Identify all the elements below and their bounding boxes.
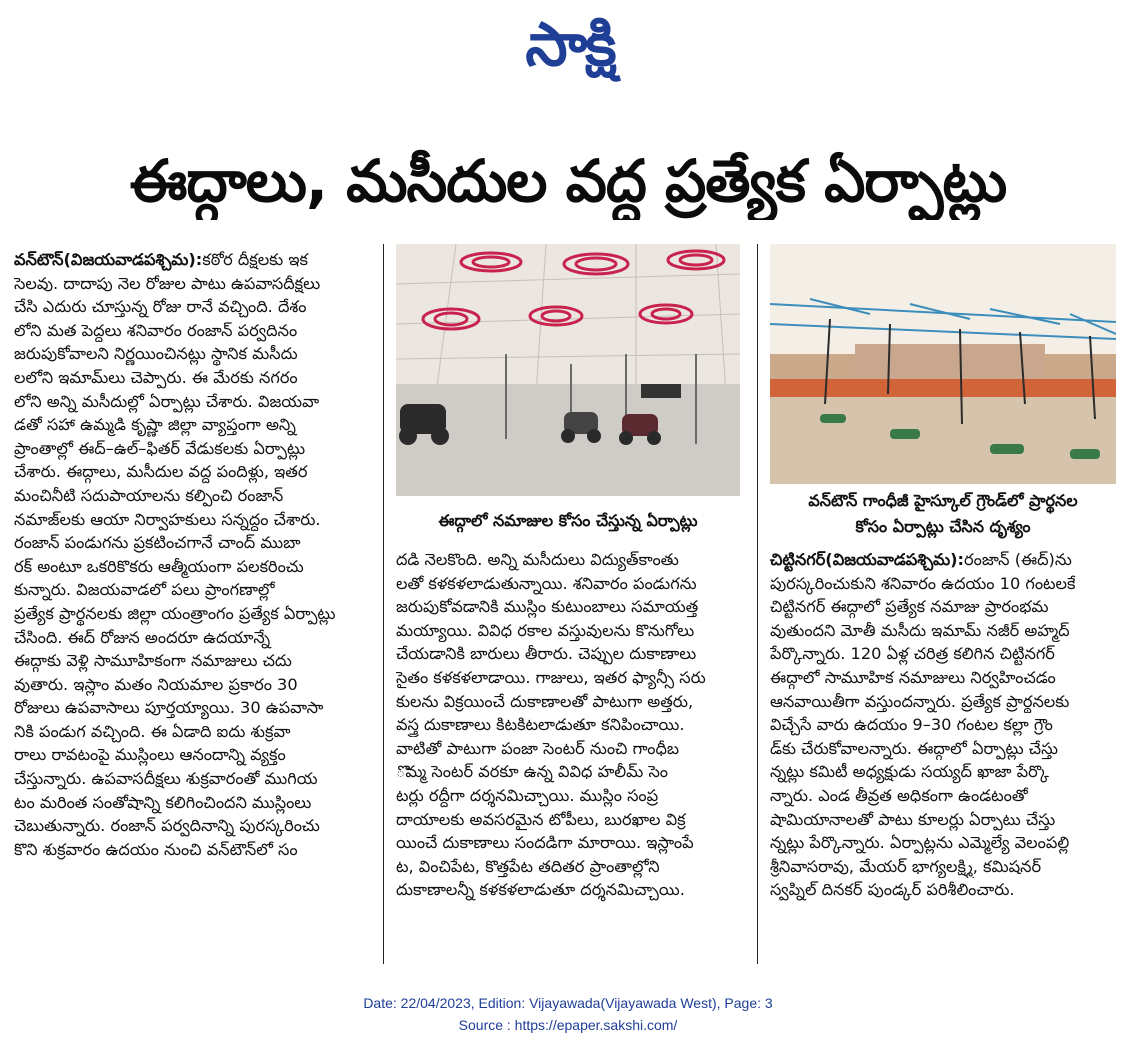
article-line: వాటితో పాటుగా పంజా సెంటర్ నుంచి గాంధీబ	[396, 738, 680, 758]
article-line: చేస్తున్నారు. ఉపవాసదీక్షలు శుక్రవారంతో ముగియ	[14, 769, 318, 789]
article-line: మంచినీటి సదుపాయాలను కల్పించి రంజాన్	[14, 485, 284, 505]
article-line: షామియానాలతో పాటు కూలర్లు ఏర్పాటు చేస్తు	[770, 809, 1056, 829]
article-line: స్వప్నిల్ దినకర్ పుండ్కర్ పరిశీలించారు.	[770, 880, 1015, 900]
article-line: ప్రత్యేక ప్రార్థనలకు జిల్లా యంత్రాంగం ప్రత్యేక ఏర్పాట్లు	[14, 603, 336, 623]
article-line: విచ్చేసే వారు ఉదయం 9–30 గంటల కల్లా గ్రౌం	[770, 715, 1053, 735]
article-line: యించే దుకాణాలు సందడిగా మారాయి. ఇస్లాంపే	[396, 833, 694, 853]
article-line: డతో సహా ఉమ్మడి కృష్ణా జిల్లా వ్యాప్తంగా అన్ని	[14, 415, 296, 435]
article-line: వుతారు. ఇస్లాం మతం నియమాల ప్రకారం 30	[14, 674, 298, 694]
masthead-logo: సాక్షి	[525, 10, 615, 80]
photo-caption-1: ఈద్గాలో నమాజుల కోసం చేస్తున్న ఏర్పాట్లు	[438, 511, 698, 530]
article-line: దుకాణాలన్నీ కళకళలాడుతూ దర్శనమిచ్చాయి.	[396, 880, 685, 900]
caption-line: వన్‌టౌన్ గాంధీజీ హైస్కూల్ గ్రౌండ్‌లో ప్రార్థనల	[808, 491, 1078, 510]
caption-line: కోసం ఏర్పాట్లు చేసిన దృశ్యం	[855, 517, 1031, 536]
ground-illustration	[770, 244, 1116, 484]
article-line: రాలు రావటంపై ముస్లింలు ఆనందాన్ని వ్యక్తం	[14, 745, 286, 765]
article-line: రంజాన్ పండుగను ప్రకటించగానే చాంద్ ముబా	[14, 533, 301, 553]
photo-caption-2	[770, 488, 1116, 540]
article-line: వస్త్ర దుకాణాలు కిటకిటలాడుతూ కనిపించాయి.	[396, 715, 685, 735]
photo-eidgah-tent	[396, 244, 740, 496]
article-line: దాయాలకు అవసరమైన టోపీలు, బురఖాల విక్ర	[396, 809, 686, 829]
article-line: టర్లు రద్దీగా దర్శనమిచ్చాయి. ముస్లిం సంప్ర	[396, 785, 659, 805]
article-line: కున్నారు. విజయవాడలో పలు ప్రాంగణాల్లో	[14, 580, 275, 600]
article-line: మయ్యాయి. వివిధ రకాల వస్తువులను కొనుగోలు	[396, 620, 695, 640]
dateline: వన్‌టౌన్‌(విజయవాడపశ్చిమ):	[14, 250, 203, 269]
article-line: లోని మత పెద్దలు శనివారం రంజాన్ పర్వదినం	[14, 320, 298, 340]
article-line: లలోని ఇమామ్‌లు చెప్పారు. ఈ మేరకు నగరం	[14, 367, 298, 387]
article-line: దడి నెలకొంది. అన్ని మసీదులు విద్యుత్‌కాంతు	[396, 550, 679, 569]
article-line: చిట్టినగర్ ఈద్గాలో ప్రత్యేక నమాజు ప్రారంభమ	[770, 597, 1049, 617]
article-line: కులను విక్రయించే దుకాణాలతో పాటుగా అత్తరు,	[396, 691, 694, 711]
article-line: లతో కళకళలాడుతున్నాయి. శనివారం పండుగను	[396, 573, 697, 593]
article-line: కఠోర దీక్షలకు ఇక	[202, 250, 308, 269]
article-line: చేశారు. ఈద్గాలు, మసీదుల వద్ద పందిళ్లు, ఇతర	[14, 462, 308, 482]
article-line: నమాజ్‌లకు ఆయా నిర్వాహకులు సన్నద్ధం చేశారు.	[14, 509, 321, 529]
article-line: లోని అన్ని మసీదుల్లో ఏర్పాట్లు చేశారు. విజయవా	[14, 391, 320, 411]
article-line: న్నట్లు పేర్కొన్నారు. ఏర్పాట్లను ఎమ్మెల్యే వెలంపల్లి	[770, 833, 1070, 853]
edition-info: Date: 22/04/2023, Edition: Vijayawada(Vijayawada West), Page: 3	[363, 995, 773, 1011]
article-column-3	[770, 548, 1116, 902]
article-line: చేసి ఎదురు చూస్తున్న రోజు రానే వచ్చింది. దేశం	[14, 297, 307, 317]
photo-school-ground	[770, 244, 1116, 484]
article-line: ప్రాంతాల్లో ఈద్‌–ఉల్‌–ఫితర్ వేడుకలకు ఏర్పాట్లు	[14, 438, 306, 458]
article-line: పురస్కరించుకుని శనివారం ఉదయం 10 గంటలకే	[770, 573, 1076, 593]
article-line: న్నట్లు కమిటీ అధ్యక్షుడు సయ్యద్ ఖాజా పేర్కొ	[770, 762, 1049, 782]
column-divider	[757, 244, 758, 964]
article-line: ొమ్మ సెంటర్ వరకూ ఉన్న వివిధ హలీమ్ సెం	[396, 762, 669, 782]
article-line: సైతం కళకళలాడాయి. గాజులు, ఇతర ఫ్యాన్సీ సరు	[396, 667, 706, 687]
article-line: ట, వించిపేట, కొత్తపేట తదితర ప్రాంతాల్లోని	[396, 856, 660, 876]
article-line: చేసింది. ఈద్ రోజున అందరూ ఉదయాన్నే	[14, 627, 271, 647]
article-line: రంజాన్ (ఈద్)ను	[964, 550, 1072, 569]
article-line: నికి పండుగ వచ్చింది. ఈ ఏడాది ఐదు శుక్రవా	[14, 721, 291, 741]
article-line: చెబుతున్నారు. రంజాన్ పర్వదినాన్ని పురస్కరించు	[14, 816, 320, 836]
dateline: చిట్టినగర్(విజయవాడపశ్చిమ):	[770, 550, 965, 569]
tent-illustration	[396, 244, 740, 496]
article-line: న్నారు. ఎండ తీవ్రత అధికంగా ఉండటంతో	[770, 785, 1028, 805]
epaper-footer	[0, 992, 1136, 1036]
article-line: జరుపుకోవడానికి ముస్లిం కుటుంబాలు సమాయత్త	[396, 597, 699, 617]
article-line: ఈద్గాలో సామూహిక నమాజులు నిర్వహించడం	[770, 667, 1056, 687]
article-line: పేర్కొన్నారు. 120 ఏళ్ల చరిత్ర కలిగిన చిట్టినగర్	[770, 644, 1055, 664]
headline: ఈద్గాలు, మసీదుల వద్ద ప్రత్యేక ఏర్పాట్లు	[129, 147, 1007, 215]
article-line: ఈద్గాకు వెళ్లి సామూహికంగా నమాజులు చదు	[14, 651, 292, 671]
article-line: టం మరింత సంతోషాన్ని కలిగించిందని ముస్లింలు	[14, 792, 312, 812]
source-link[interactable]: Source : https://epaper.sakshi.com/	[458, 1017, 678, 1033]
article-line: రోజులు ఉపవాసాలు పూర్తయ్యాయి. 30 ఉపవాసా	[14, 698, 324, 718]
article-line: వుతుందని మోతీ మసీదు ఇమామ్ నజీర్ అహ్మద్	[770, 620, 1070, 640]
column-divider	[383, 244, 384, 964]
article-line: ఆనవాయితీగా వస్తుందన్నారు. ప్రత్యేక ప్రార్థనలకు	[770, 691, 1070, 711]
article-line: కొని శుక్రవారం ఉదయం నుంచి వన్‌టౌన్‌లో సం	[14, 839, 298, 859]
article-line: సెలవు. దాదాపు నెల రోజుల పాటు ఉపవాసదీక్షలు	[14, 273, 321, 293]
article-line: రక్ అంటూ ఒకరికొకరు ఆత్మీయంగా పలకరించు	[14, 556, 304, 576]
article-column-2	[396, 548, 742, 902]
article-line: చేయడానికి బారులు తీరారు. చెప్పుల దుకాణాలు	[396, 644, 697, 664]
article-line: శ్రీనివాసరావు, మేయర్ భాగ్యలక్ష్మి, కమిషనర్	[770, 856, 1042, 876]
article-line: జరుపుకోవాలని నిర్ణయించినట్లు స్థానిక మసీదు	[14, 344, 298, 364]
article-column-1	[14, 248, 372, 861]
article-line: డ్‌కు చేరుకోవాలన్నారు. ఈద్గాలో ఏర్పాట్లు చేస్తు	[770, 738, 1059, 758]
